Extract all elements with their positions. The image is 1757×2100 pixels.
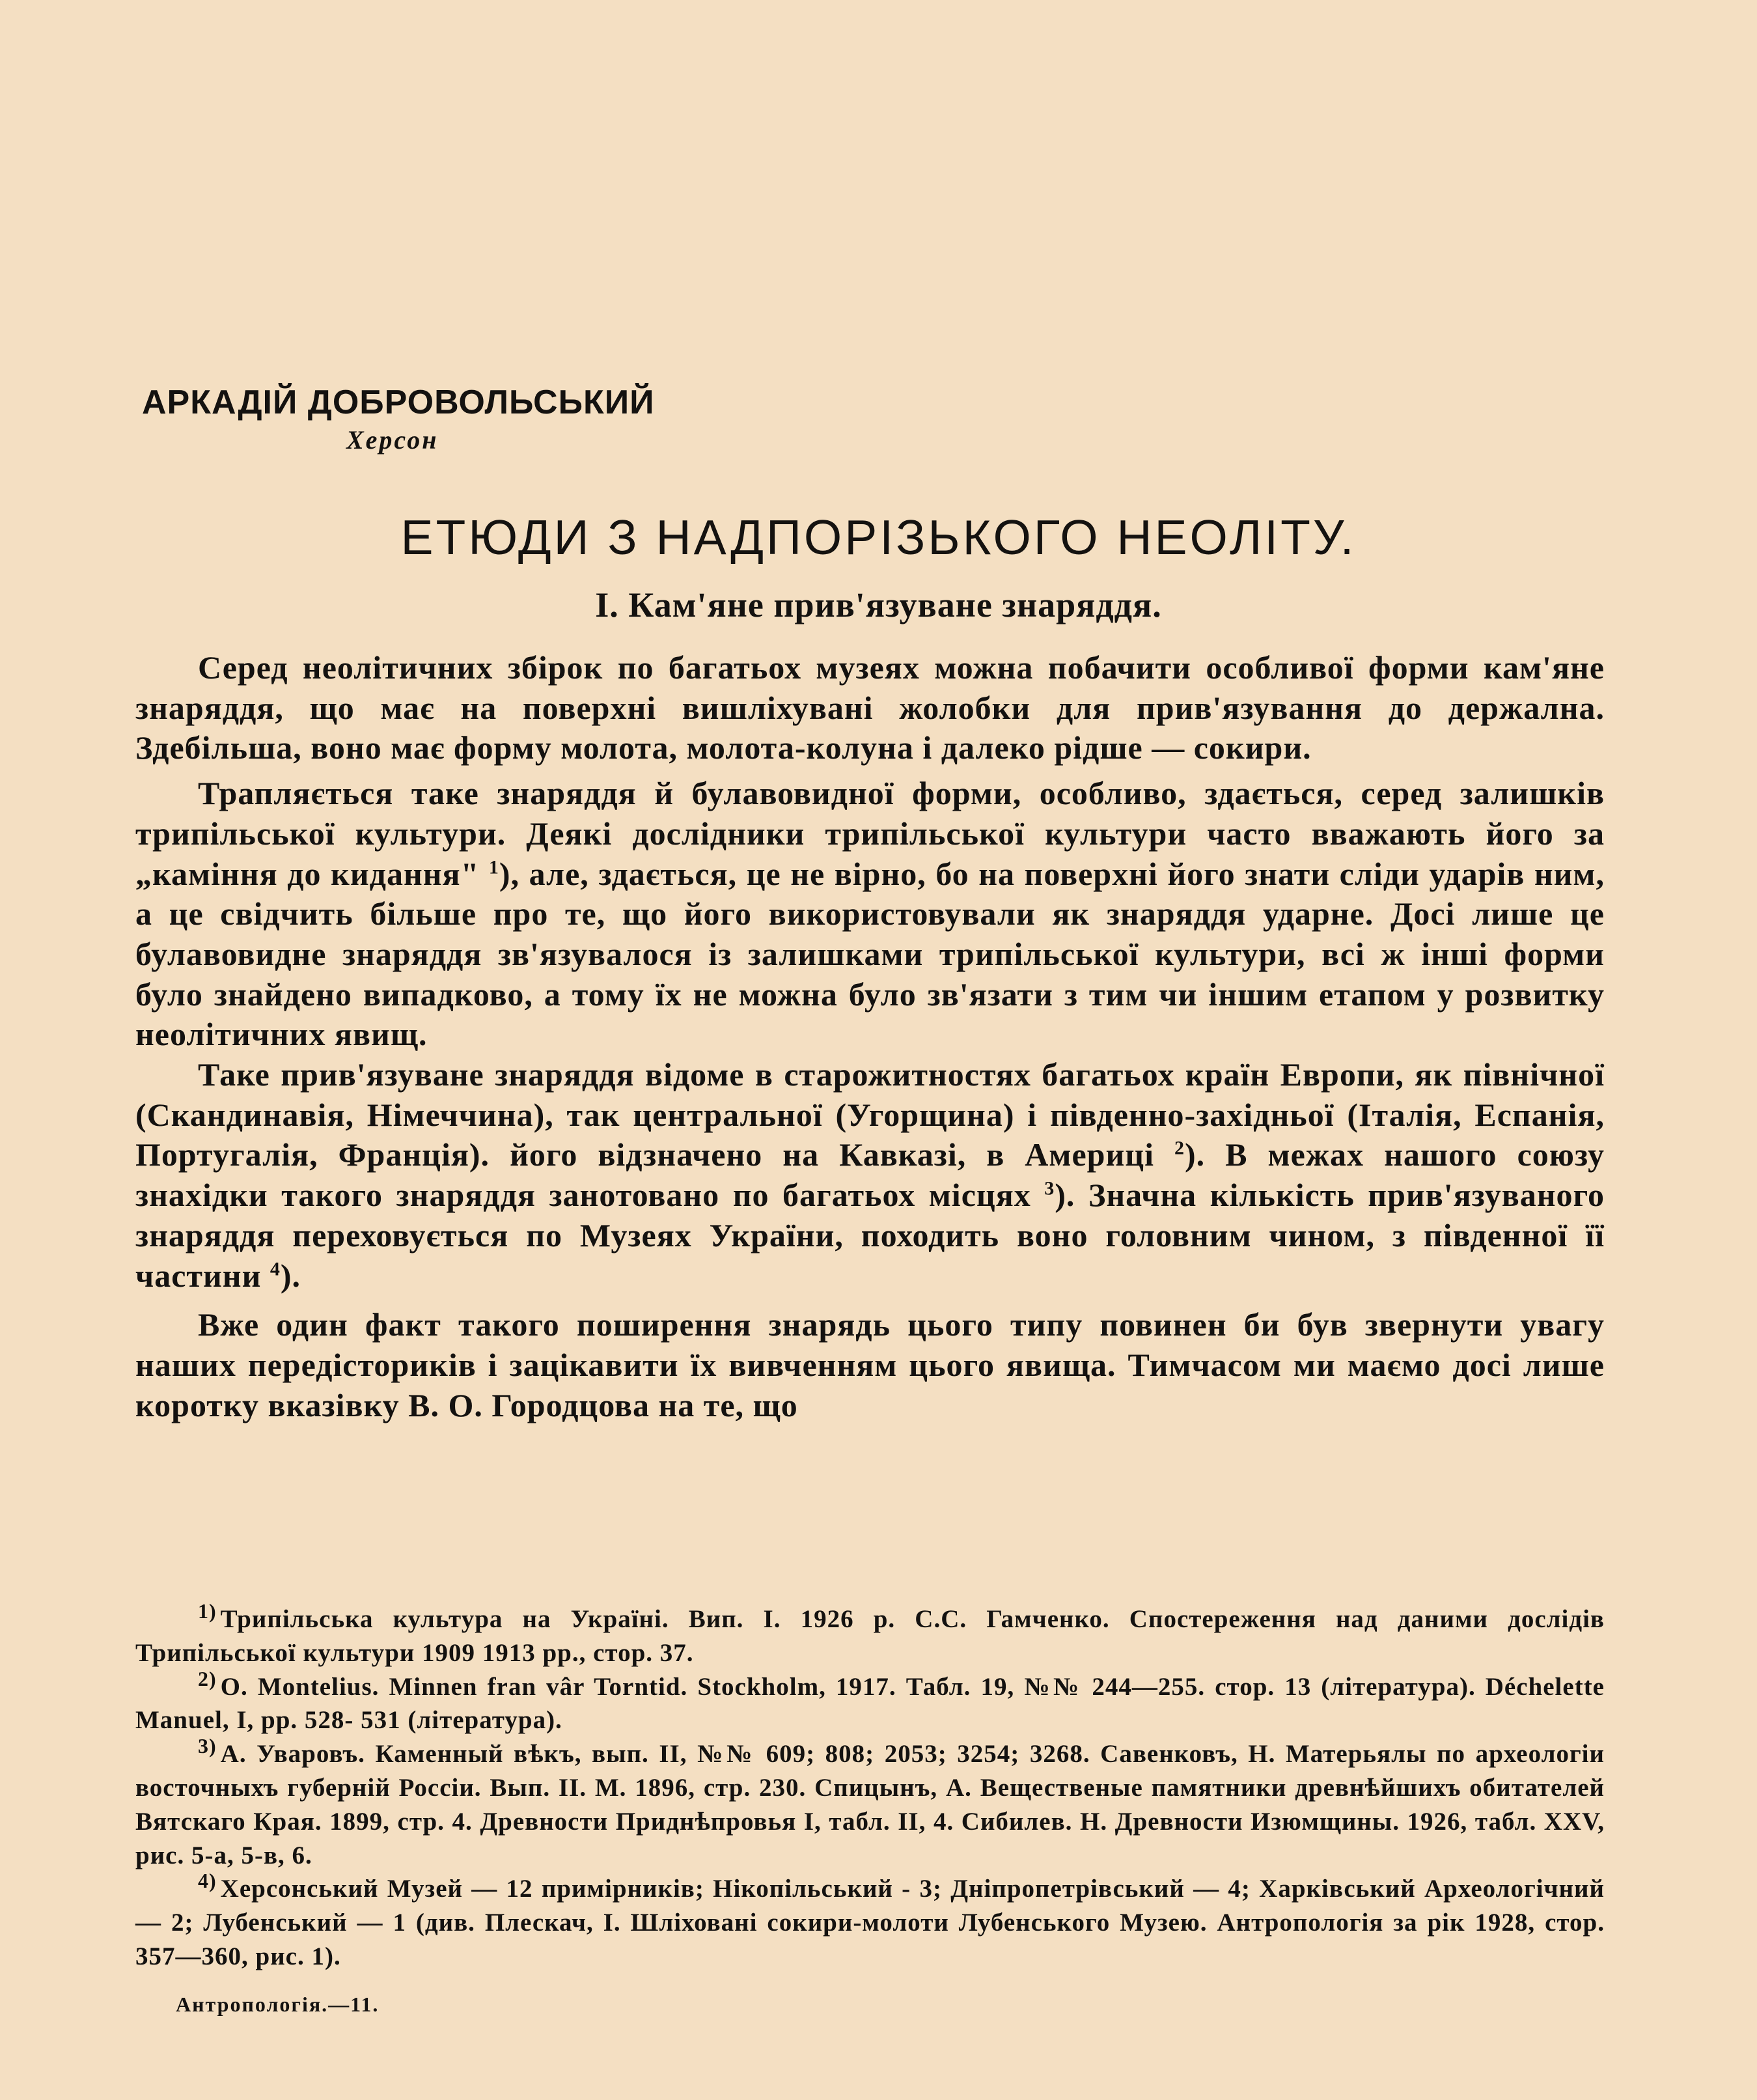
footnote-text: А. Уваровъ. Каменный вѣкъ, вып. II, №№ 609; 808; 2053; 3254; 3268. Савенковъ, Н. Матерьялы по археологіи восточныхъ губерній Россіи. Вып. II. М. 1896, стр. 230. Спицынъ, А. Вещественые памятники древнѣйшихъ обитателей Вятскаго Края. 1899, стр. 4. Древности Приднѣпровья I, табл. II, 4. Сибилев. Н. Древности Изюмщины. 1926, табл. XXV, рис. 5-а, 5-в, 6. bbox=[135, 1740, 1605, 1869]
article-title: ЕТЮДИ З НАДПОРІЗЬКОГО НЕОЛІТУ. bbox=[400, 510, 1357, 565]
footnote-4 bbox=[135, 1869, 1605, 1973]
footnote-text: Херсонський Музей — 12 примірників; Нікопільський - 3; Дніпропетрівський — 4; Харківський Археологічний — 2; Лубенський — 1 (див. Плескач, I. Шліховані сокири-молоти Лубенського Музею. Антропологія за рік 1928, стор. 357—360, рис. 1). bbox=[135, 1875, 1605, 1970]
footnote-ref-1: 1 bbox=[488, 856, 499, 878]
footnote-ref-2: 2 bbox=[1174, 1137, 1185, 1159]
footnote-2 bbox=[135, 1666, 1605, 1738]
footnote-ref-3: 3 bbox=[1044, 1177, 1055, 1199]
footnote-1 bbox=[135, 1599, 1605, 1670]
footnote-marker: 3) bbox=[198, 1734, 217, 1758]
author-city: Херсон bbox=[346, 425, 439, 455]
paragraph-3-part-b: ). В межах нашого союзу знахідки такого знаряддя занотовано по багатьох місцях bbox=[135, 1136, 1605, 1214]
footnote-ref-4: 4 bbox=[270, 1257, 281, 1280]
paragraph-3-part-a: Таке прив'язуване знаряддя відоме в старожитностях багатьох країн Европи, як північної (Скандинавія, Німеччина), так центральної (Угорщина) і південно-західньої (Італія, Еспанія, Португалія, Франція). його відзначено на Кавказі, в Америці bbox=[135, 1056, 1605, 1173]
section-heading: I. Кам'яне прив'язуване знаряддя. bbox=[595, 585, 1162, 624]
footnote-text: О. Montelius. Minnen fran vâr Torntid. Stockholm, 1917. Табл. 19, №№ 244—255. стор. 13 (література). Déchelette Manuel, I, pp. 528- 531 (література). bbox=[135, 1672, 1605, 1735]
footnote-marker: 1) bbox=[198, 1599, 217, 1623]
paragraph-2-part-b: ), але, здається, це не вірно, бо на поверхні його знати сліди ударів ним, а це свідчить більше про те, що його використовували як знаряддя ударне. Досі лише це булавовидне знаряддя зв'язувалося із залишками трипільської культури, всі ж інші форми було знайдено випадково, а тому їх не можна було зв'язати з тим чи іншим етапом у розвитку неолітичних явищ. bbox=[135, 855, 1605, 1053]
footnote-text: Трипільська культура на Україні. Вип. I. 1926 р. С.С. Гамченко. Спостереження над даними дослідів Трипільської культури 1909 1913 рр., стор. 37. bbox=[135, 1605, 1605, 1667]
paragraph-1: Серед неолітичних збірок по багатьох музеях можна побачити особливої форми кам'яне знаряддя, що має на поверхні вишліхувані жолобки для прив'язування до держална. Здебільша, воно має форму молота, молота-колуна і далеко рідше — сокири. bbox=[135, 649, 1605, 766]
paragraph-4: Вже один факт такого поширення знарядь цього типу повинен би був звернути увагу наших передісториків і зацікавити їх вивченням цього явища. Тимчасом ми маємо досі лише коротку вказівку В. О. Городцова на те, що bbox=[135, 1306, 1605, 1423]
signature-mark: Антропологія.—11. bbox=[176, 1993, 380, 2016]
paragraph-2-part-a: Трапляється таке знаряддя й булавовидної форми, особливо, здається, серед залишків трипільської культури. Деякі дослідники трипільської культури часто вважають його за „каміння до кидання" bbox=[135, 775, 1605, 892]
author-name: АРКАДІЙ ДОБРОВОЛЬСЬКИЙ bbox=[142, 384, 655, 421]
footnote-3 bbox=[135, 1734, 1605, 1872]
footnotes bbox=[135, 1599, 1605, 1974]
footnote-marker: 4) bbox=[198, 1869, 217, 1893]
article-body bbox=[135, 648, 1605, 1431]
paragraph-3 bbox=[135, 1055, 1605, 1296]
paragraph-3-part-d: ). bbox=[280, 1257, 301, 1294]
paragraph-2 bbox=[135, 774, 1605, 1055]
footnote-marker: 2) bbox=[198, 1666, 217, 1690]
paragraph-3-part-c: ). Значна кількість прив'язуваного знаряддя переховується по Музеях України, походить воно головним чином, з південної її частини bbox=[135, 1177, 1605, 1294]
